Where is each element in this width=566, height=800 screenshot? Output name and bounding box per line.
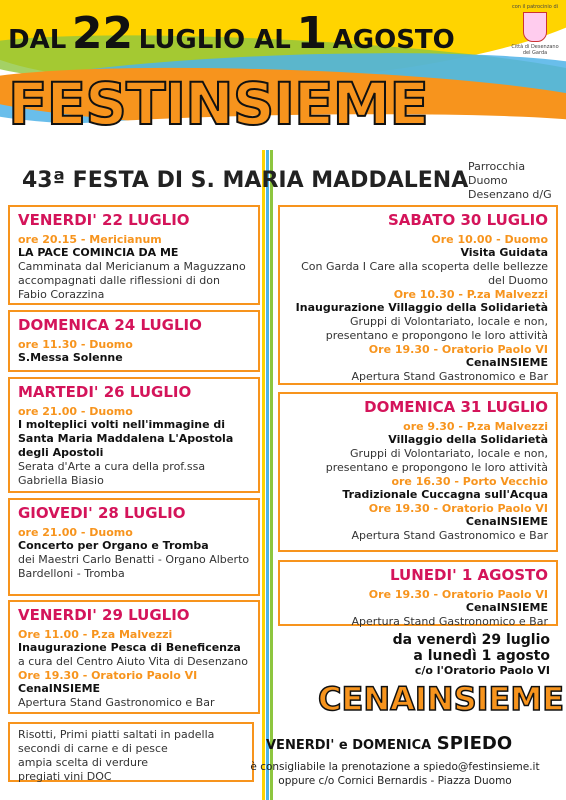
event-time: Ore 19.30 - Oratorio Paolo VI bbox=[368, 343, 548, 356]
event-time: ore 21.00 - Duomo bbox=[18, 405, 133, 418]
date-from-prefix: DAL bbox=[8, 25, 67, 55]
city-crest bbox=[508, 4, 562, 68]
event-desc: a cura del Centro Aiuto Vita di Desenzano bbox=[18, 655, 249, 668]
crest-shield-icon bbox=[523, 12, 547, 42]
event-desc: Apertura Stand Gastronomico e Bar bbox=[351, 529, 548, 542]
event-time: ore 11.30 - Duomo bbox=[18, 338, 133, 351]
event-time: Ore 10.30 - P.za Malvezzi bbox=[393, 288, 548, 301]
event-time: Ore 19.30 - Oratorio Paolo VI bbox=[368, 502, 548, 515]
festival-subtitle: 43ª FESTA DI S. MARIA MADDALENA bbox=[22, 168, 469, 193]
event-title: Visita Guidata bbox=[460, 246, 548, 259]
cena-dates bbox=[300, 632, 550, 677]
event-title: LA PACE COMINCIA DA ME bbox=[18, 246, 179, 259]
event-title: S.Messa Solenne bbox=[18, 351, 123, 364]
spiedo-prefix: VENERDI' e DOMENICA bbox=[266, 738, 432, 753]
cena-line3: c/o l'Oratorio Paolo VI bbox=[414, 664, 550, 677]
event-time: ore 20.15 - Mericianum bbox=[18, 233, 162, 246]
event-title: Inaugurazione Pesca di Beneficenza bbox=[18, 641, 241, 654]
cenainsieme-title: CENAINSIEME bbox=[318, 680, 565, 718]
event-desc: Con Garda I Care alla scoperta delle bellezze del Duomo bbox=[301, 260, 548, 287]
event-title: CenaINSIEME bbox=[465, 356, 548, 369]
date-from-number: 22 bbox=[71, 8, 134, 59]
event-title: Inaugurazione Villaggio della Solidarietà bbox=[295, 301, 548, 314]
event-title: CenaINSIEME bbox=[465, 515, 548, 528]
day-heading: VENERDI' 29 LUGLIO bbox=[18, 606, 190, 624]
event-time: Ore 11.00 - P.za Malvezzi bbox=[18, 628, 173, 641]
day-box-giovedi-28 bbox=[8, 498, 260, 596]
food-line: ampia scelta di verdure bbox=[18, 756, 149, 769]
festival-title: FESTINSIEME bbox=[8, 70, 429, 138]
crest-text-bottom: Città di Desenzano del Garda bbox=[511, 44, 559, 56]
day-box-venerdi-29 bbox=[8, 600, 260, 714]
date-range bbox=[8, 8, 455, 59]
crest-text-top: con il patrocinio di bbox=[511, 4, 559, 10]
event-time: ore 16.30 - Porto Vecchio bbox=[391, 475, 548, 488]
parish-line: Parrocchia bbox=[468, 160, 526, 173]
cena-line2: a lunedì 1 agosto bbox=[413, 648, 550, 664]
day-heading: LUNEDI' 1 AGOSTO bbox=[390, 566, 548, 584]
parish-info bbox=[468, 160, 552, 202]
event-time: Ore 10.00 - Duomo bbox=[431, 233, 548, 246]
event-title: Concerto per Organo e Tromba bbox=[18, 539, 209, 552]
parish-line: Desenzano d/G bbox=[468, 188, 552, 201]
event-desc: Serata d'Arte a cura della prof.ssa Gabriella Biasio bbox=[18, 460, 206, 487]
day-box-martedi-26 bbox=[8, 377, 260, 493]
day-box-sabato-30 bbox=[278, 205, 558, 385]
parish-line: Duomo bbox=[468, 174, 508, 187]
day-box-lunedi-1 bbox=[278, 560, 558, 626]
day-heading: DOMENICA 24 LUGLIO bbox=[18, 316, 202, 334]
food-box bbox=[8, 722, 254, 782]
day-box-venerdi-22 bbox=[8, 205, 260, 305]
day-box-domenica-31 bbox=[278, 392, 558, 552]
booking-email: è consigliabile la prenotazione a spiedo@festinsieme.it bbox=[250, 761, 540, 773]
event-title: I molteplici volti nell'immagine di Santa Maria Maddalena L'Apostola degli Apostoli bbox=[18, 418, 234, 459]
event-time: Ore 19.30 - Oratorio Paolo VI bbox=[368, 588, 548, 601]
day-heading: SABATO 30 LUGLIO bbox=[388, 211, 548, 229]
event-title: CenaINSIEME bbox=[465, 601, 548, 614]
spiedo-line bbox=[266, 733, 512, 754]
event-desc: Apertura Stand Gastronomico e Bar bbox=[351, 615, 548, 628]
event-title: Tradizionale Cuccagna sull'Acqua bbox=[342, 488, 548, 501]
event-desc: Gruppi di Volontariato, locale e non, presentano e propongono le loro attività bbox=[325, 315, 548, 342]
event-desc: dei Maestri Carlo Benatti - Organo Alberto Bardelloni - Tromba bbox=[18, 553, 250, 580]
event-desc: Apertura Stand Gastronomico e Bar bbox=[18, 696, 215, 709]
date-to-month: AGOSTO bbox=[332, 25, 455, 55]
event-desc: Gruppi di Volontariato, locale e non, presentano e propongono le loro attività bbox=[325, 447, 548, 474]
booking-info bbox=[230, 760, 560, 788]
food-line: secondi di carne e di pesce bbox=[18, 742, 168, 755]
event-time: Ore 19.30 - Oratorio Paolo VI bbox=[18, 669, 198, 682]
day-box-domenica-24 bbox=[8, 310, 260, 372]
event-time: ore 9.30 - P.za Malvezzi bbox=[403, 420, 548, 433]
event-title: Villaggio della Solidarietà bbox=[388, 433, 548, 446]
event-title: CenaINSIEME bbox=[18, 682, 101, 695]
day-heading: GIOVEDI' 28 LUGLIO bbox=[18, 504, 186, 522]
vertical-line-yellow bbox=[262, 150, 265, 800]
day-heading: MARTEDI' 26 LUGLIO bbox=[18, 383, 192, 401]
spiedo-label: SPIEDO bbox=[436, 733, 513, 754]
vertical-line-blue bbox=[266, 150, 269, 800]
day-heading: DOMENICA 31 LUGLIO bbox=[364, 398, 548, 416]
food-line: pregiati vini DOC bbox=[18, 770, 112, 783]
booking-place: oppure c/o Cornici Bernardis - Piazza Duomo bbox=[278, 775, 512, 787]
event-time: ore 21.00 - Duomo bbox=[18, 526, 133, 539]
date-to-number: 1 bbox=[296, 8, 328, 59]
event-desc: Camminata dal Mericianum a Maguzzano accompagnati dalle riflessioni di don Fabio Corazzina bbox=[18, 260, 246, 301]
event-desc: Apertura Stand Gastronomico e Bar bbox=[351, 370, 548, 383]
food-line: Risotti, Primi piatti saltati in padella bbox=[18, 728, 215, 741]
vertical-line-green bbox=[270, 150, 273, 800]
day-heading: VENERDI' 22 LUGLIO bbox=[18, 211, 190, 229]
cena-line1: da venerdì 29 luglio bbox=[392, 632, 550, 648]
date-from-month: LUGLIO AL bbox=[138, 25, 291, 55]
